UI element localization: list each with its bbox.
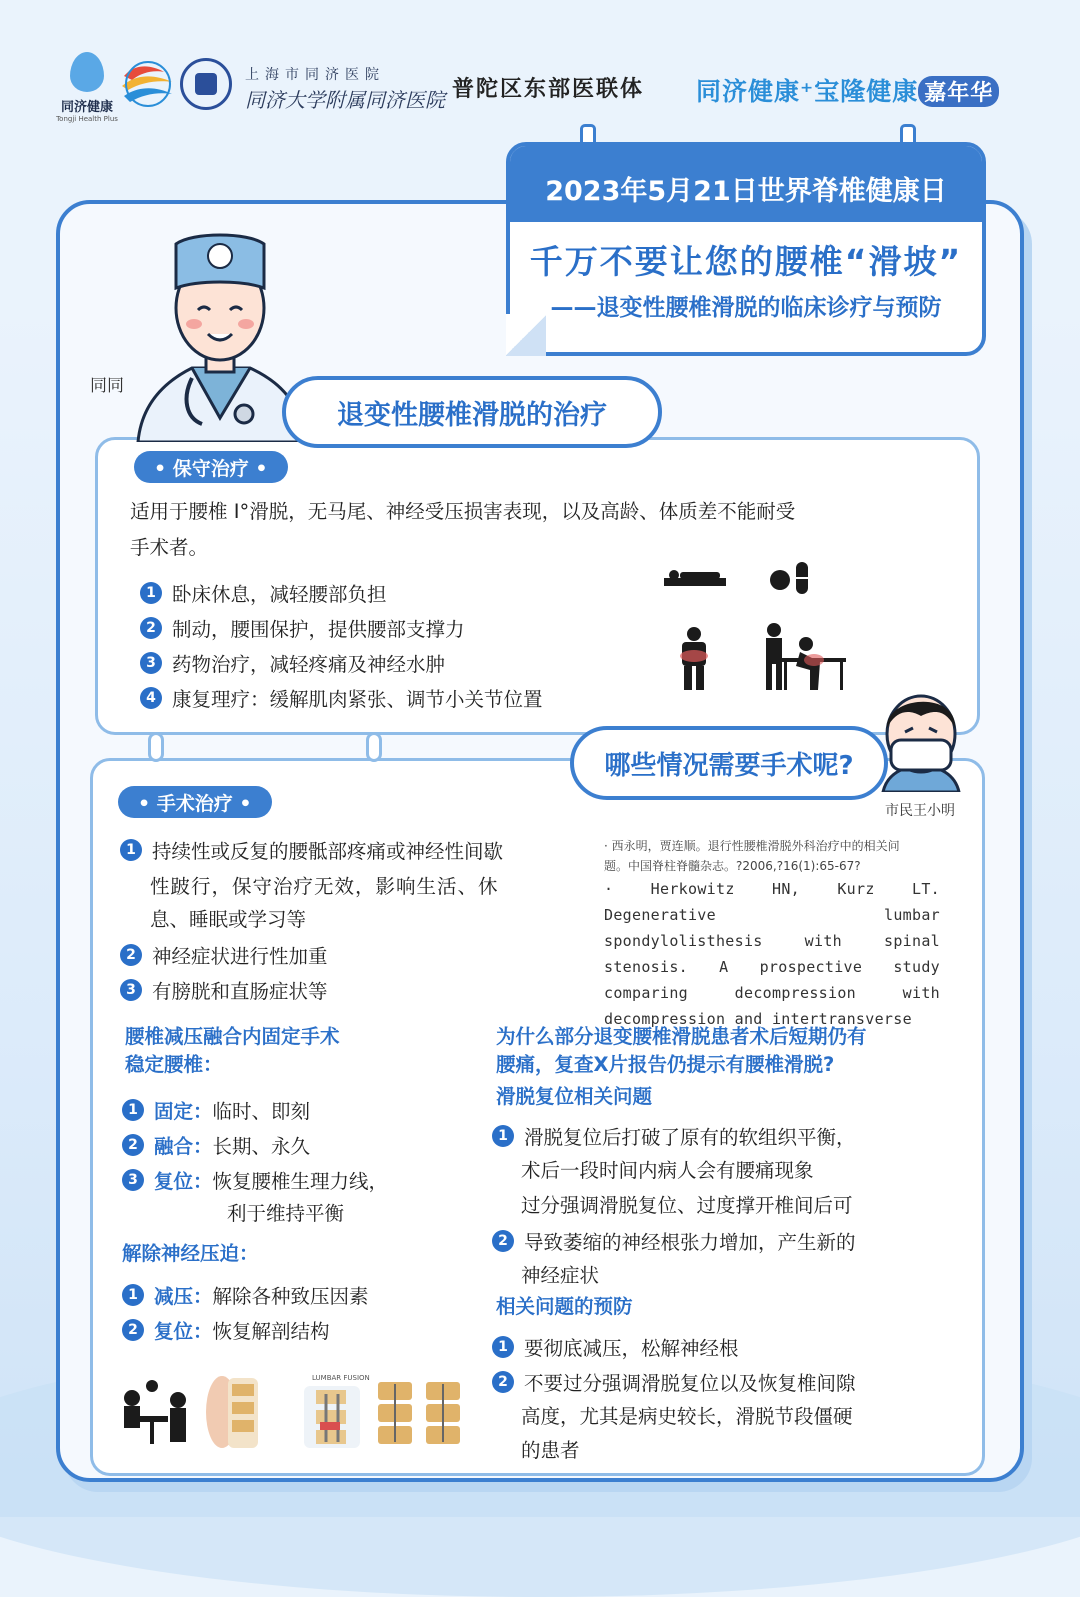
conservative-intro: 手术者。 <box>130 536 209 559</box>
list-item <box>492 1122 856 1150</box>
number-badge: 3 <box>122 1169 144 1191</box>
item-value: 利于维持平衡 <box>227 1202 345 1225</box>
list-item <box>140 614 465 642</box>
logo-name: 同济健康 <box>60 100 113 115</box>
surgery-bubble-title: 哪些情况需要手术呢? <box>570 726 888 800</box>
list-item <box>492 1368 856 1396</box>
rehabilitation-therapy-icon <box>760 622 846 692</box>
list-item <box>120 976 328 1004</box>
item-key: 减压： <box>154 1285 213 1308</box>
vertebra-icon <box>378 1382 460 1444</box>
number-badge: 2 <box>122 1134 144 1156</box>
list-item-text: 持续性或反复的腰骶部疼痛或神经性间歇 <box>152 840 504 863</box>
number-badge: 2 <box>492 1371 514 1393</box>
list-item <box>120 836 503 864</box>
surgery-label: • 手术治疗 • <box>118 786 272 818</box>
number-badge: 1 <box>122 1284 144 1306</box>
list-item-text: 神经症状 <box>521 1264 600 1287</box>
list-item-text: 卧床休息，减轻腰部负担 <box>172 583 387 606</box>
item-value: 长期、永久 <box>212 1135 311 1158</box>
conservative-intro: 适用于腰椎 I°滑脱，无马尾、神经受压损害表现，以及高龄、体质差不能耐受 <box>130 500 796 523</box>
treatment-bubble-title: 退变性腰椎滑脱的治疗 <box>282 376 662 448</box>
tongji-health-logo <box>52 52 122 123</box>
hospital-affiliation: 同济大学附属同济医院 <box>245 88 445 112</box>
why-question: 腰痛，复查X片报告仍提示有腰椎滑脱? <box>496 1053 835 1076</box>
list-item-text: 导致萎缩的神经根张力增加，产生新的 <box>524 1231 856 1254</box>
number-badge: 1 <box>492 1336 514 1358</box>
brand-highlight: 嘉年华 <box>918 76 999 107</box>
brand-text: 同济健康⁺宝隆健康 <box>696 77 919 106</box>
surgery-images <box>112 1372 472 1452</box>
number-badge: 1 <box>140 582 162 604</box>
surgeons-icon <box>124 1380 186 1444</box>
title-card <box>506 142 986 356</box>
wave-logo-icon <box>120 58 176 110</box>
number-badge: 3 <box>140 652 162 674</box>
date-title: 2023年5月21日世界脊椎健康日 <box>510 146 982 222</box>
list-item <box>140 579 387 607</box>
box-connector <box>148 732 164 762</box>
number-badge: 2 <box>140 617 162 639</box>
item-key: 复位： <box>154 1320 213 1343</box>
decompress-heading: 解除神经压迫： <box>122 1242 259 1265</box>
list-item <box>492 1227 856 1255</box>
logo-subtitle: Tongji Health Plus <box>56 115 118 123</box>
citizen-name: 市民王小明 <box>885 803 955 819</box>
list-item <box>122 1131 310 1159</box>
item-value: 恢复解剖结构 <box>212 1320 330 1343</box>
main-title: 千万不要让您的腰椎“滑坡” <box>529 242 963 281</box>
subtitle: ——退变性腰椎滑脱的临床诊疗与预防 <box>550 295 942 321</box>
list-item-text: 过分强调滑脱复位、过度撑开椎间后可 <box>521 1194 853 1217</box>
number-badge: 1 <box>492 1125 514 1147</box>
list-item-text: 滑脱复位后打破了原有的软组织平衡， <box>524 1126 856 1149</box>
item-key: 融合： <box>154 1135 213 1158</box>
list-item-text: 药物治疗，减轻疼痛及神经水肿 <box>172 653 446 676</box>
fusion-heading: 腰椎减压融合内固定手术 <box>125 1025 340 1048</box>
list-item-text: 性跛行，保守治疗无效，影响生活、休 <box>150 875 499 898</box>
number-badge: 3 <box>120 979 142 1001</box>
list-item-text: 的患者 <box>521 1439 580 1462</box>
number-badge: 2 <box>120 944 142 966</box>
bed-rest-icon <box>664 568 726 588</box>
why-subheading: 相关问题的预防 <box>496 1295 633 1318</box>
why-question: 为什么部分退变腰椎滑脱患者术后短期仍有 <box>496 1025 867 1048</box>
list-item <box>122 1096 310 1124</box>
list-item <box>122 1316 330 1344</box>
list-item-text: 有膀胱和直肠症状等 <box>152 980 328 1003</box>
conservative-label: • 保守治疗 • <box>134 451 288 483</box>
list-item-text: 术后一段时间内病人会有腰痛现象 <box>521 1159 814 1182</box>
list-item-text: 要彻底减压，松解神经根 <box>524 1337 739 1360</box>
item-value: 临时、即刻 <box>212 1100 311 1123</box>
event-brand <box>696 72 999 108</box>
why-subheading: 滑脱复位相关问题 <box>496 1085 653 1108</box>
item-value: 恢复腰椎生理力线， <box>212 1170 389 1193</box>
list-item-text: 制动，腰围保护，提供腰部支撑力 <box>172 618 465 641</box>
spine-back-icon <box>206 1376 258 1448</box>
reference-text: · 西永明，贾连顺。退行性腰椎滑脱外科治疗中的相关问 <box>604 839 900 853</box>
page-fold <box>506 314 546 356</box>
reference-2: · Herkowitz HN, Kurz LT. Degenerative lumbar spondylolisthesis with spinal stenosis. A prospective study comparing decompression with decompression and intertransverse <box>604 880 940 1028</box>
number-badge: 2 <box>492 1230 514 1252</box>
list-item-text: 康复理疗：缓解肌肉紧张、调节小关节位置 <box>172 688 543 711</box>
item-key: 复位： <box>154 1170 213 1193</box>
item-value: 解除各种致压因素 <box>212 1285 369 1308</box>
list-item <box>122 1166 388 1194</box>
reference-text: 题。中国脊柱脊髓杂志。?2006,?16(1):65-67? <box>604 859 861 873</box>
list-item-text: 神经症状进行性加重 <box>152 945 328 968</box>
list-item-text: 高度，尤其是病史较长，滑脱节段僵硬 <box>521 1405 853 1428</box>
reference-1 <box>604 836 940 876</box>
list-item-text: 不要过分强调滑脱复位以及恢复椎间隙 <box>524 1372 856 1395</box>
citizen-illustration <box>877 682 965 792</box>
number-badge: 1 <box>120 839 142 861</box>
list-item-text: 息、睡眠或学习等 <box>150 908 307 931</box>
medical-alliance: 普陀区东部医联体 <box>452 76 645 102</box>
number-badge: 2 <box>122 1319 144 1341</box>
doctor-name: 同同 <box>90 376 124 396</box>
water-drop-icon <box>70 52 104 92</box>
waist-support-icon <box>674 626 714 690</box>
list-item <box>492 1333 739 1361</box>
hospital-name: 上海市同济医院 <box>245 67 385 83</box>
lumbar-fusion-icon <box>304 1374 370 1448</box>
hospital-seal-icon <box>180 58 232 110</box>
number-badge: 4 <box>140 687 162 709</box>
fusion-heading: 稳定腰椎： <box>125 1053 223 1076</box>
item-key: 固定： <box>154 1100 213 1123</box>
list-item <box>140 649 445 677</box>
medicine-pill-icon <box>768 560 812 596</box>
box-connector <box>366 732 382 762</box>
list-item <box>140 684 543 712</box>
number-badge: 1 <box>122 1099 144 1121</box>
list-item <box>122 1281 369 1309</box>
list-item <box>120 941 328 969</box>
image-caption: LUMBAR FUSION <box>312 1374 370 1382</box>
